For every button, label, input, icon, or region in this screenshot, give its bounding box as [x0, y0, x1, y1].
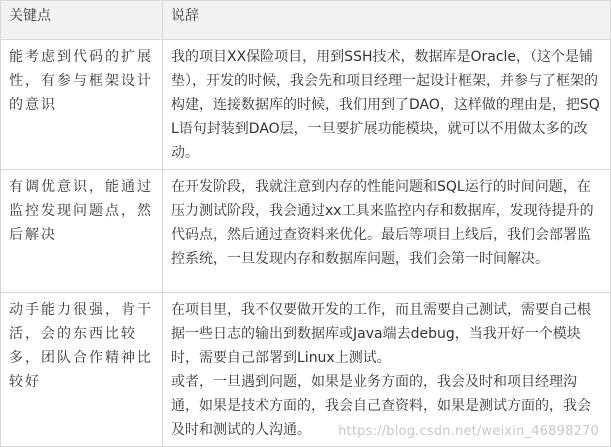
description-paragraph: 或者，一旦遇到问题，如果是业务方面的，我会及时和项目经理沟通，如果是技术方面的，我会自己查资料，如果是测试方面的，我会及时和测试的人沟通。: [171, 370, 603, 442]
description-paragraph: 在项目里，我不仅要做开发的工作，而且需要自己测试，需要自己根据一些日志的输出到数据库或Java端去debug，当我开好一个模块时，需要自己部署到Linux上测试。: [171, 298, 603, 370]
header-key-point: 关键点: [1, 1, 163, 40]
row-key-point: 动手能力很强，肯干活，会的东西比较多，团队合作精神比较好: [1, 293, 163, 447]
row-description: [163, 293, 611, 447]
row-key-point: 能考虑到代码的扩展性，有参与框架设计的意识: [1, 40, 163, 170]
watermark-text: https://blog.csdn.net/weixin_46898270: [338, 424, 599, 439]
row-description: [163, 40, 611, 170]
header-talking-point: 说辞: [163, 1, 611, 40]
table-header-row: [1, 1, 611, 40]
row-description: [163, 170, 611, 293]
table-row: [1, 293, 611, 447]
table-row: [1, 40, 611, 170]
row-key-point: 有调优意识，能通过监控发现问题点，然后解决: [1, 170, 163, 293]
description-paragraph: 我的项目XX保险项目，用到SSH技术，数据库是Oracle，（这个是铺垫），开发的时候，我会先和项目经理一起设计框架，并参与了框架的构建，连接数据库的时候，我们用到了DAO，这样做的理由是，把SQL语句封装到DAO层，一旦要扩展功能模块，就可以不用做太多的改动。: [171, 45, 603, 165]
table-row: [1, 170, 611, 293]
description-paragraph: 在开发阶段，我就注意到内存的性能问题和SQL运行的时间问题，在压力测试阶段，我会通过xx工具来监控内存和数据库，发现待提升的代码点，然后通过查资料来优化。最后等项目上线后，我们会部署监控系统，一旦发现内存和数据库问题，我们会第一时间解决。: [171, 175, 603, 271]
